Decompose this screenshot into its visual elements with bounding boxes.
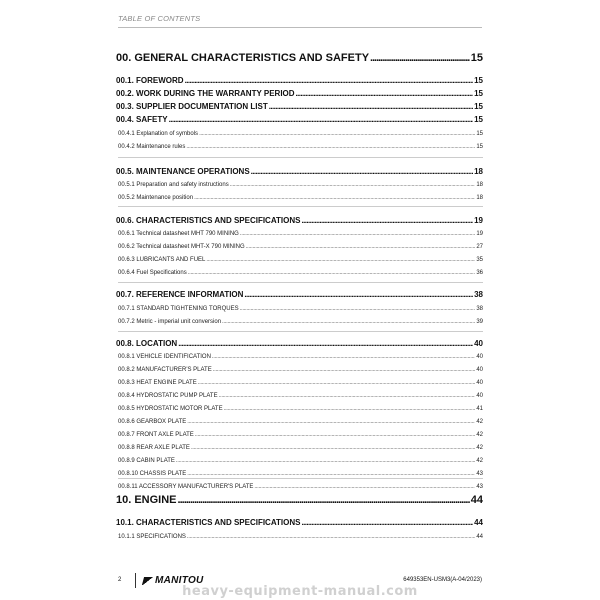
footer-doc-reference: 649353EN-USM3(A-04/2023) [403,577,482,583]
toc-entry-page: 44 [474,518,483,527]
toc-entry-title: 00.8.11 ACCESSORY MANUFACTURER'S PLATE [118,484,254,490]
dot-leader [296,89,474,98]
toc-entry-level-2[interactable] [116,76,483,85]
toc-entry-page: 42 [476,445,483,451]
toc-entry-page: 41 [476,406,483,412]
section-divider [118,282,483,283]
toc-entry-title: 10. ENGINE [116,494,177,506]
toc-entry-page: 44 [470,494,483,506]
dot-leader [246,244,476,250]
section-divider [118,331,483,332]
dot-leader [251,167,473,176]
toc-entry-level-2[interactable] [116,102,483,111]
toc-entry-title: 00.8. LOCATION [116,339,178,348]
toc-entry-level-3[interactable] [118,367,483,373]
dot-leader [206,257,475,263]
toc-entry-level-3[interactable] [118,458,483,464]
toc-entry-title: 00.8.2 MANUFACTURER'S PLATE [118,367,212,373]
toc-entry-page: 19 [476,231,483,237]
toc-entry-page: 39 [476,319,483,325]
toc-entry-title: 00. GENERAL CHARACTERISTICS AND SAFETY [116,52,370,64]
toc-entry-level-3[interactable] [118,319,483,325]
toc-entry-title: 00.4. SAFETY [116,115,168,124]
dot-leader [178,339,473,348]
toc-entry-title: 00.5.1 Preparation and safety instructions [118,182,229,188]
toc-entry-page: 43 [476,471,483,477]
toc-entry-page: 15 [474,115,483,124]
toc-entry-page: 40 [476,393,483,399]
toc-entry-page: 18 [476,195,483,201]
footer-page-number: 2 [118,577,122,583]
toc-entry-page: 40 [476,380,483,386]
section-divider [118,206,483,207]
toc-entry-page: 18 [474,167,483,176]
toc-entry-level-1[interactable] [116,52,483,64]
toc-entry-level-2[interactable] [116,216,483,225]
toc-entry-level-3[interactable] [118,144,483,150]
toc-entry-title: 00.8.4 HYDROSTATIC PUMP PLATE [118,393,218,399]
toc-entry-title: 00.6.2 Technical datasheet MHT-X 790 MINING [118,244,245,250]
dot-leader [198,380,476,386]
toc-entry-level-3[interactable] [118,406,483,412]
toc-entry-page: 38 [476,306,483,312]
toc-entry-title: 00.8.10 CHASSIS PLATE [118,471,187,477]
toc-entry-level-3[interactable] [118,131,483,137]
toc-entry-level-3[interactable] [118,257,483,263]
toc-entry-level-2[interactable] [116,89,483,98]
toc-entry-page: 15 [474,102,483,111]
toc-entry-level-3[interactable] [118,534,483,540]
toc-entry-title: 00.5.2 Maintenance position [118,195,194,201]
toc-entry-page: 36 [476,270,483,276]
toc-entry-title: 00.8.3 HEAT ENGINE PLATE [118,380,197,386]
dot-leader [185,76,474,85]
toc-entry-title: 00.8.7 FRONT AXLE PLATE [118,432,194,438]
toc-entry-page: 19 [474,216,483,225]
toc-entry-title: 00.7.2 Metric - imperial unit conversion [118,319,222,325]
toc-entry-title: 00.6.1 Technical datasheet MHT 790 MINING [118,231,239,237]
dot-leader [219,393,476,399]
dot-leader [213,367,476,373]
toc-entry-page: 42 [476,419,483,425]
toc-entry-page: 15 [470,52,483,64]
toc-entry-title: 00.8.1 VEHICLE IDENTIFICATION [118,354,211,360]
dot-leader [244,290,473,299]
dot-leader [186,144,475,150]
toc-entry-level-2[interactable] [116,339,483,348]
toc-entry-title: 10.1. CHARACTERISTICS AND SPECIFICATIONS [116,518,301,527]
dot-leader [212,354,475,360]
toc-entry-title: 00.8.9 CABIN PLATE [118,458,175,464]
toc-entry-level-3[interactable] [118,419,483,425]
toc-entry-title: 00.7.1 STANDARD TIGHTENING TORQUES [118,306,239,312]
dot-leader [191,445,475,451]
dot-leader [222,319,475,325]
toc-entry-level-3[interactable] [118,306,483,312]
toc-entry-level-3[interactable] [118,432,483,438]
dot-leader [188,270,476,276]
toc-entry-title: 00.2. WORK DURING THE WARRANTY PERIOD [116,89,295,98]
toc-entry-page: 15 [476,131,483,137]
toc-entry-page: 18 [476,182,483,188]
toc-entry-title: 00.6.4 Fuel Specifications [118,270,187,276]
dot-leader [224,406,476,412]
section-divider [118,478,483,479]
toc-entry-level-3[interactable] [118,471,483,477]
dot-leader [169,115,474,124]
toc-entry-level-2[interactable] [116,115,483,124]
toc-entry-level-3[interactable] [118,270,483,276]
dot-leader [230,182,476,188]
toc-entry-level-2[interactable] [116,167,483,176]
toc-entry-level-3[interactable] [118,244,483,250]
toc-entry-level-3[interactable] [118,484,483,490]
dot-leader [194,195,475,201]
dot-leader [199,131,475,137]
toc-entry-level-1[interactable] [116,494,483,506]
toc-entry-page: 40 [476,367,483,373]
toc-entry-title: 00.3. SUPPLIER DOCUMENTATION LIST [116,102,268,111]
toc-entry-level-2[interactable] [116,518,483,527]
toc-entry-page: 40 [476,354,483,360]
toc-entry-title: 00.6.3 LUBRICANTS AND FUEL [118,257,206,263]
toc-entry-page: 15 [474,89,483,98]
toc-entry-page: 42 [476,432,483,438]
toc-entry-level-3[interactable] [118,231,483,237]
toc-entry-title: 00.7. REFERENCE INFORMATION [116,290,244,299]
toc-entry-page: 40 [474,339,483,348]
toc-entry-level-3[interactable] [118,195,483,201]
toc-entry-title: 00.6. CHARACTERISTICS AND SPECIFICATIONS [116,216,301,225]
toc-entry-level-3[interactable] [118,182,483,188]
dot-leader [254,484,475,490]
running-header: TABLE OF CONTENTS [118,14,201,23]
toc-entry-page: 38 [474,290,483,299]
dot-leader [176,458,475,464]
dot-leader [301,518,473,527]
footer-brand: MANITOU [155,575,204,586]
toc-entry-title: 00.8.6 GEARBOX PLATE [118,419,187,425]
dot-leader [187,471,475,477]
toc-entry-title: 10.1.1 SPECIFICATIONS [118,534,186,540]
toc-entry-level-3[interactable] [118,445,483,451]
dot-leader [269,102,473,111]
toc-entry-title: 00.4.1 Explanation of symbols [118,131,199,137]
dot-leader [301,216,473,225]
toc-entry-page: 15 [476,144,483,150]
toc-entry-page: 27 [476,244,483,250]
toc-entry-page: 42 [476,458,483,464]
toc-entry-page: 43 [476,484,483,490]
toc-entry-title: 00.4.2 Maintenance rules [118,144,186,150]
dot-leader [195,432,476,438]
toc-entry-title: 00.1. FOREWORD [116,76,184,85]
header-divider [118,27,482,28]
dot-leader [240,231,475,237]
section-divider [118,157,483,158]
toc-entry-level-3[interactable] [118,380,483,386]
toc-entry-title: 00.8.8 REAR AXLE PLATE [118,445,190,451]
toc-entry-level-2[interactable] [116,290,483,299]
watermark: heavy-equipment-manual.com [182,584,418,599]
dot-leader [370,52,470,64]
toc-entry-title: 00.8.5 HYDROSTATIC MOTOR PLATE [118,406,223,412]
dot-leader [187,419,475,425]
toc-entry-level-3[interactable] [118,354,483,360]
dot-leader [187,534,475,540]
dot-leader [178,494,470,506]
toc-entry-page: 44 [476,534,483,540]
toc-entry-page: 15 [474,76,483,85]
toc-entry-level-3[interactable] [118,393,483,399]
toc-entry-page: 35 [476,257,483,263]
toc-entry-title: 00.5. MAINTENANCE OPERATIONS [116,167,250,176]
dot-leader [240,306,476,312]
